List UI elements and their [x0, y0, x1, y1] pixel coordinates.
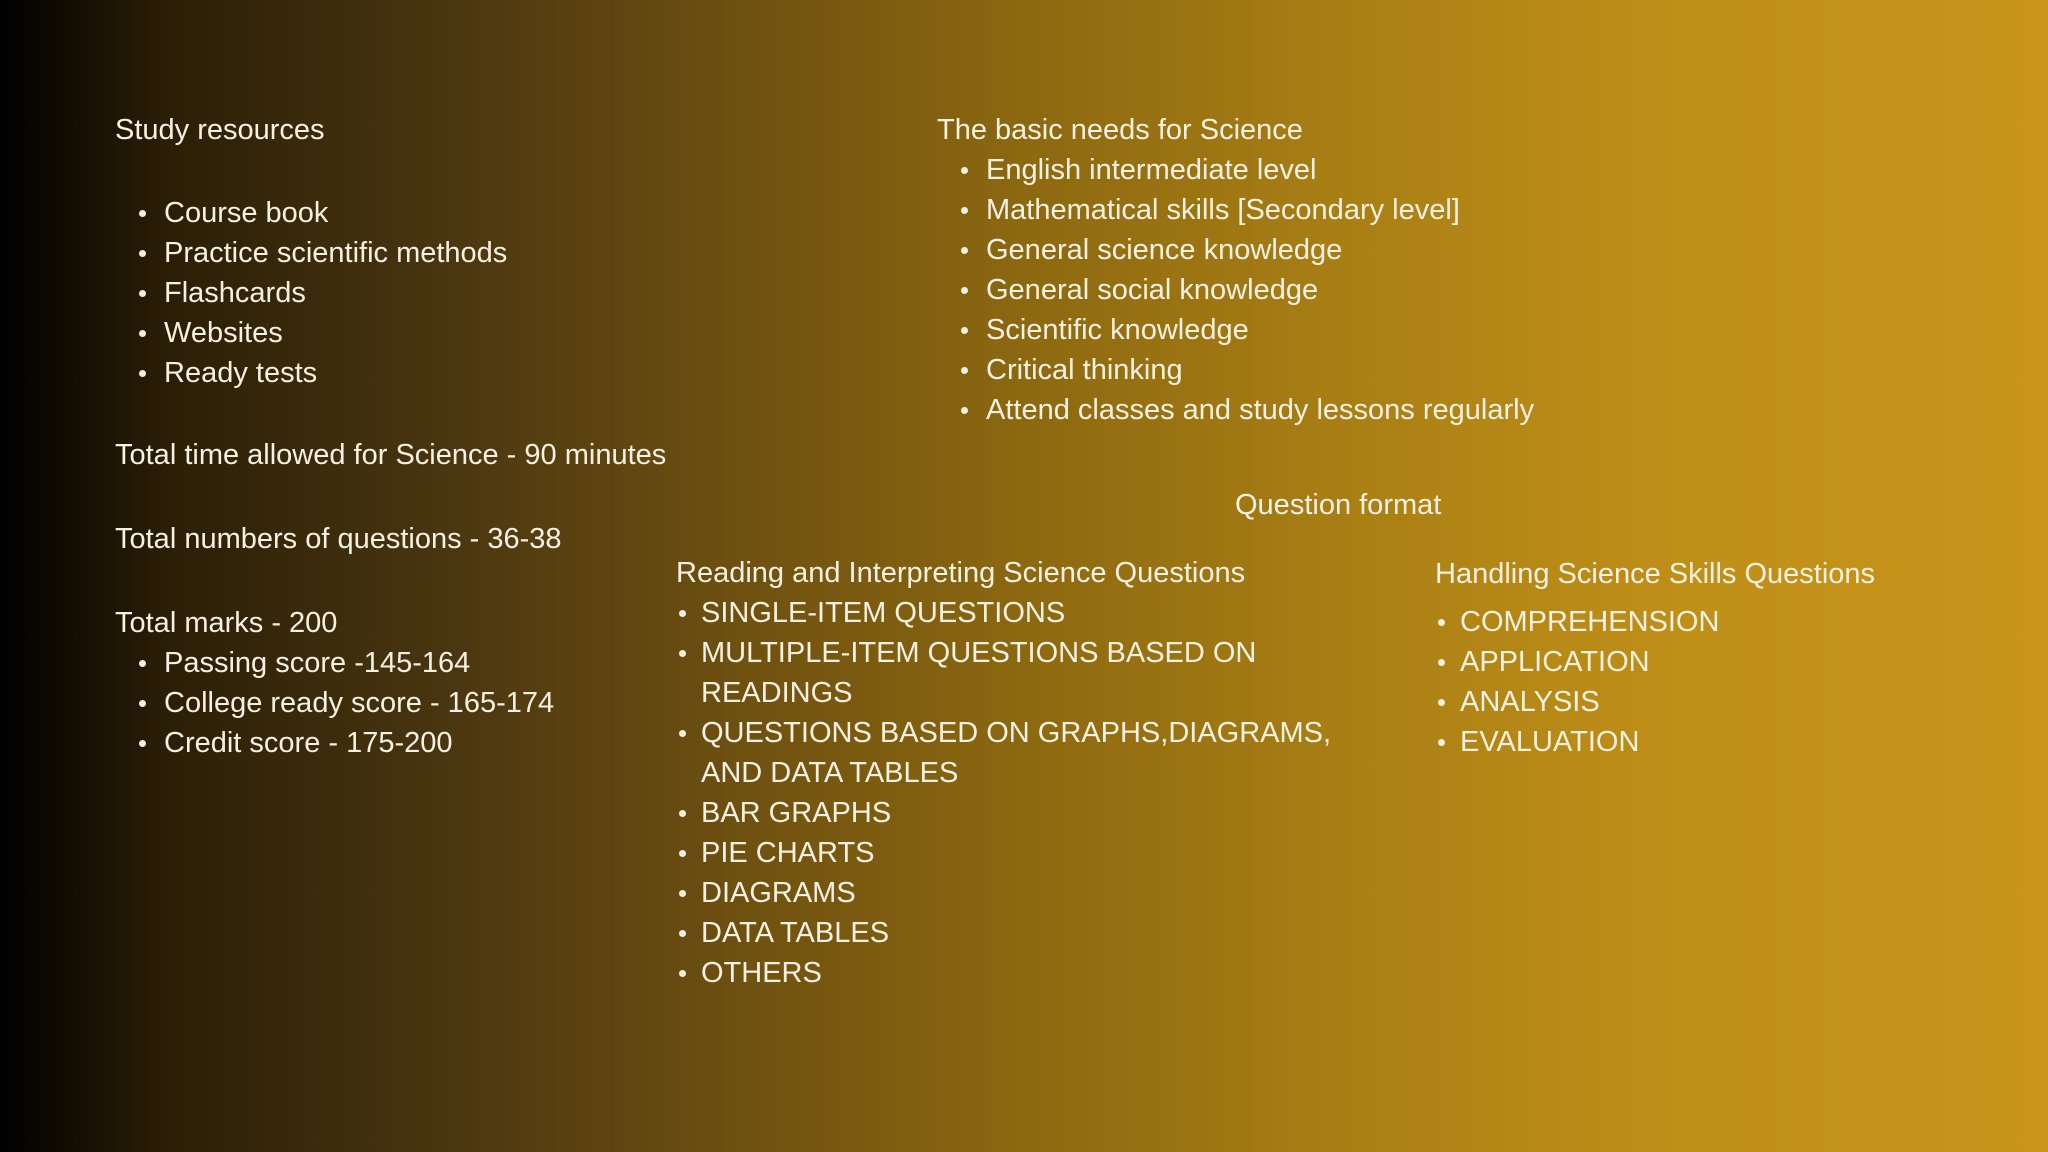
- total-marks-title: Total marks - 200: [115, 607, 338, 639]
- reading-questions-list: [676, 593, 1406, 993]
- total-time-text: Total time allowed for Science - 90 minutes: [115, 439, 667, 471]
- study-resources-section: [115, 110, 507, 393]
- list-item: Course book: [115, 193, 507, 233]
- study-resources-title: Study resources: [115, 114, 325, 146]
- list-item: Passing score -145-164: [115, 643, 554, 683]
- list-item: Scientific knowledge: [937, 310, 1534, 350]
- list-item: Attend classes and study lessons regularly: [937, 390, 1534, 430]
- list-item: DIAGRAMS: [676, 873, 1406, 913]
- list-item: APPLICATION: [1435, 642, 1875, 682]
- list-item: BAR GRAPHS: [676, 793, 1406, 833]
- list-item: Mathematical skills [Secondary level]: [937, 190, 1534, 230]
- basic-needs-title: The basic needs for Science: [937, 114, 1303, 146]
- reading-questions-section: [676, 553, 1406, 993]
- list-item: Credit score - 175-200: [115, 723, 554, 763]
- list-item: ANALYSIS: [1435, 682, 1875, 722]
- skills-questions-title: Handling Science Skills Questions: [1435, 558, 1876, 590]
- list-item: PIE CHARTS: [676, 833, 1406, 873]
- list-item: EVALUATION: [1435, 722, 1875, 762]
- list-item: College ready score - 165-174: [115, 683, 554, 723]
- skills-questions-section: [1435, 554, 1875, 762]
- list-item: Practice scientific methods: [115, 233, 507, 273]
- list-item: General social knowledge: [937, 270, 1534, 310]
- question-format-title: Question format: [1235, 489, 1442, 521]
- list-item: DATA TABLES: [676, 913, 1406, 953]
- reading-questions-title: Reading and Interpreting Science Questions: [676, 557, 1246, 589]
- total-marks-list: [115, 643, 554, 763]
- basic-needs-section: [937, 110, 1534, 430]
- list-item: Websites: [115, 313, 507, 353]
- list-item: OTHERS: [676, 953, 1406, 993]
- list-item: Ready tests: [115, 353, 507, 393]
- list-item: SINGLE-ITEM QUESTIONS: [676, 593, 1406, 633]
- list-item: General science knowledge: [937, 230, 1534, 270]
- list-item: COMPREHENSION: [1435, 602, 1875, 642]
- total-questions-text: Total numbers of questions - 36-38: [115, 523, 562, 555]
- list-item: QUESTIONS BASED ON GRAPHS,DIAGRAMS, AND DATA TABLES: [676, 713, 1391, 793]
- list-item: MULTIPLE-ITEM QUESTIONS BASED ON READINGS: [676, 633, 1406, 713]
- basic-needs-list: [937, 150, 1534, 430]
- total-marks-section: [115, 603, 554, 763]
- list-item: Flashcards: [115, 273, 507, 313]
- skills-questions-list: [1435, 602, 1875, 762]
- list-item: English intermediate level: [937, 150, 1534, 190]
- study-resources-list: [115, 193, 507, 393]
- list-item: Critical thinking: [937, 350, 1534, 390]
